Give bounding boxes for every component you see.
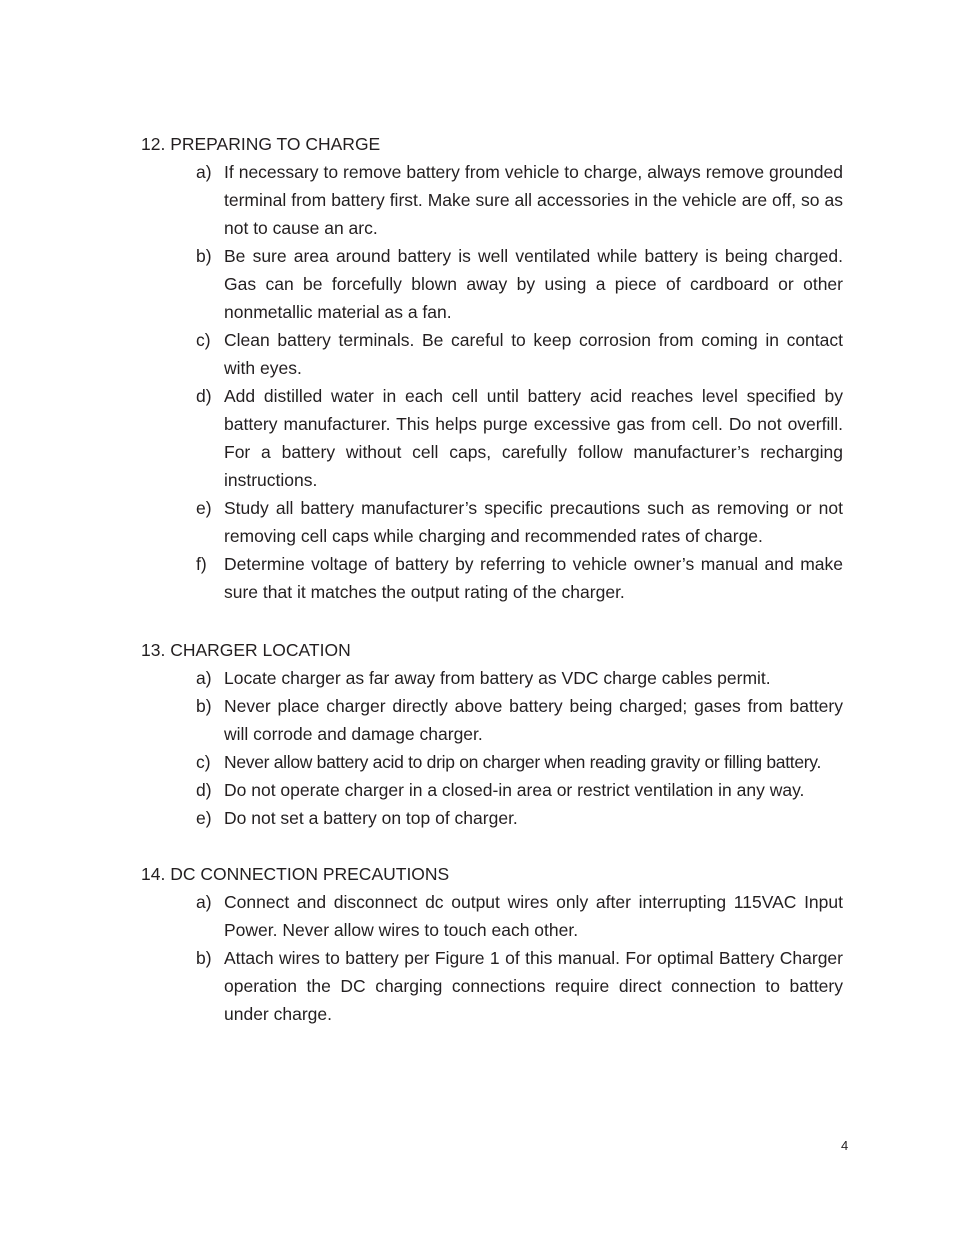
section-dc-connection-precautions	[141, 860, 843, 1028]
section-heading: 13. CHARGER LOCATION	[141, 640, 351, 660]
list-item-text: Connect and disconnect dc output wires only after interrupting 115VAC Input Power. Never allow wires to touch each other.	[224, 892, 843, 940]
list-item-text: If necessary to remove battery from vehicle to charge, always remove grounded terminal from battery first. Make sure all accessories in the vehicle are off, so as not to cause an arc.	[224, 162, 843, 238]
list-item-text: Locate charger as far away from battery as VDC charge cables permit.	[224, 668, 771, 688]
list-item-text: Do not operate charger in a closed-in area or restrict ventilation in any way.	[224, 780, 805, 800]
list-item	[141, 158, 843, 242]
section-charger-location	[141, 636, 843, 832]
list-item-text: Be sure area around battery is well ventilated while battery is being charged. Gas can be forcefully blown away by using a piece of cardboard or other nonmetallic material as a fan.	[224, 246, 843, 322]
list-item-marker: b)	[196, 696, 212, 716]
list-item	[141, 748, 843, 776]
list-item-marker: d)	[196, 780, 212, 800]
list-item-text: Never place charger directly above battery being charged; gases from battery will corrode and damage charger.	[224, 696, 843, 744]
list-item	[141, 326, 843, 382]
list-item-marker: c)	[196, 752, 211, 772]
list-item	[141, 664, 843, 692]
list-item	[141, 242, 843, 326]
list-item-text: Add distilled water in each cell until battery acid reaches level specified by battery manufacturer. This helps purge excessive gas from cell. Do not overfill. For a battery without cell caps, carefully follow manufacturer’s recharging instructions.	[224, 386, 843, 490]
list-item-marker: e)	[196, 498, 212, 518]
list-item	[141, 776, 843, 804]
section-preparing-to-charge	[141, 130, 843, 606]
list-item-marker: e)	[196, 808, 212, 828]
section-heading: 12. PREPARING TO CHARGE	[141, 134, 381, 154]
list-item-text: Study all battery manufacturer’s specific precautions such as removing or not removing cell caps while charging and recommended rates of charge.	[224, 498, 843, 546]
instruction-list	[141, 158, 843, 606]
section-heading: 14. DC CONNECTION PRECAUTIONS	[141, 864, 450, 884]
list-item-marker: b)	[196, 246, 212, 266]
list-item-marker: a)	[196, 668, 212, 688]
list-item-text: Do not set a battery on top of charger.	[224, 808, 518, 828]
list-item-text: Determine voltage of battery by referring to vehicle owner’s manual and make sure that it matches the output rating of the charger.	[224, 554, 843, 602]
list-item-marker: f)	[196, 554, 207, 574]
list-item	[141, 692, 843, 748]
list-item	[141, 494, 843, 550]
list-item-marker: c)	[196, 330, 211, 350]
list-item-text: Attach wires to battery per Figure 1 of this manual. For optimal Battery Charger operation the DC charging connections require direct connection to battery under charge.	[224, 948, 843, 1024]
list-item-text: Clean battery terminals. Be careful to keep corrosion from coming in contact with eyes.	[224, 330, 843, 378]
instruction-list	[141, 888, 843, 1028]
page-number: 4	[841, 1138, 849, 1153]
list-item-marker: a)	[196, 162, 212, 182]
instruction-list	[141, 664, 843, 832]
list-item-marker: d)	[196, 386, 212, 406]
list-item	[141, 888, 843, 944]
list-item-text: Never allow battery acid to drip on charger when reading gravity or filling battery.	[224, 752, 822, 772]
list-item-marker: b)	[196, 948, 212, 968]
list-item	[141, 382, 843, 494]
list-item	[141, 550, 843, 606]
list-item	[141, 804, 843, 832]
list-item-marker: a)	[196, 892, 212, 912]
list-item	[141, 944, 843, 1028]
